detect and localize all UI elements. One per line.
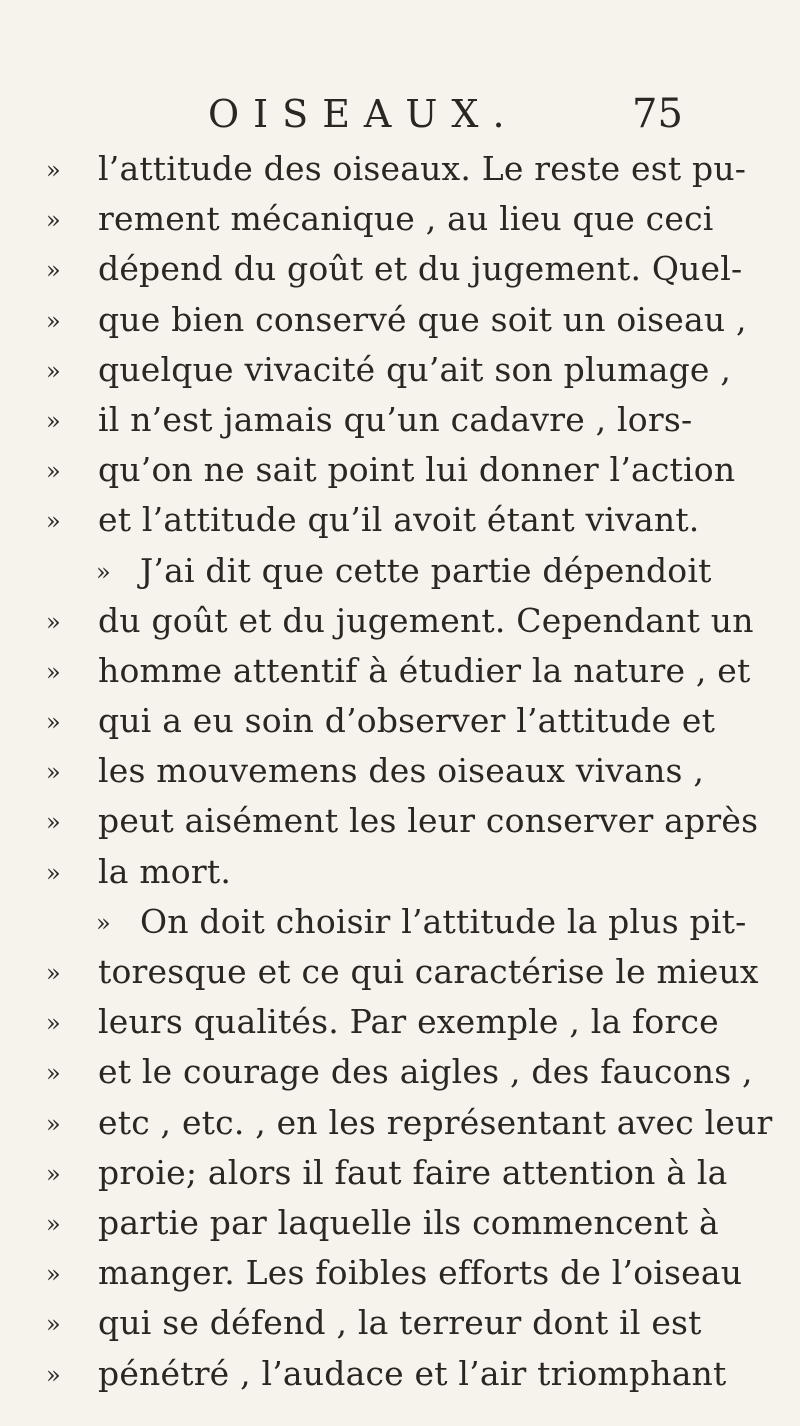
quote-mark: » xyxy=(46,607,61,636)
quote-mark: » xyxy=(46,959,61,987)
text-line xyxy=(0,1148,800,1198)
line-text: qui se défend , la terreur dont il est xyxy=(98,1303,702,1343)
line-text: J’ai dit que cette partie dépendoit xyxy=(140,550,712,590)
line-text: et le courage des aigles , des faucons , xyxy=(98,1052,753,1092)
line-text: On doit choisir l’attitude la plus pit- xyxy=(140,901,747,941)
quote-mark: » xyxy=(46,1109,61,1138)
text-line xyxy=(0,1248,800,1298)
line-text: proie; alors il faut faire attention à la xyxy=(98,1152,728,1192)
quote-mark: » xyxy=(46,306,61,335)
text-line xyxy=(0,1047,800,1097)
line-text: quelque vivacité qu’ait son plumage , xyxy=(98,349,732,389)
text-line xyxy=(0,847,800,897)
quote-mark: » xyxy=(46,457,61,486)
line-text: qui a eu soin d’observer l’attitude et xyxy=(98,701,716,741)
quote-mark: » xyxy=(46,356,61,385)
quote-mark: » xyxy=(46,206,61,235)
line-text: peut aisément les leur conserver après xyxy=(98,801,759,841)
quote-mark: » xyxy=(46,1209,61,1238)
quote-mark: » xyxy=(46,1059,61,1088)
quote-mark: » xyxy=(46,1310,61,1339)
text-line-paragraph-start xyxy=(0,897,800,947)
line-text: homme attentif à étudier la nature , et xyxy=(98,650,751,690)
line-text: manger. Les foibles efforts de l’oiseau xyxy=(98,1253,743,1293)
line-text: qu’on ne sait point lui donner l’action xyxy=(98,450,736,490)
line-text: dépend du goût et du jugement. Quel- xyxy=(98,249,743,289)
line-text: les mouvemens des oiseaux vivans , xyxy=(98,751,705,791)
line-text: partie par laquelle ils commencent à xyxy=(98,1202,719,1242)
quote-mark: » xyxy=(46,1159,61,1188)
text-line xyxy=(0,947,800,997)
text-line xyxy=(0,596,800,646)
quote-mark: » xyxy=(46,1260,61,1289)
quote-mark: » xyxy=(46,657,61,686)
text-line xyxy=(0,1198,800,1248)
line-text: et l’attitude qu’il avoit étant vivant. xyxy=(98,500,700,540)
quote-mark: » xyxy=(46,256,61,285)
line-text: du goût et du jugement. Cependant un xyxy=(98,600,754,640)
text-line xyxy=(0,395,800,445)
text-line xyxy=(0,244,800,294)
text-line xyxy=(0,495,800,545)
page-header xyxy=(0,90,800,140)
quote-mark: » xyxy=(46,808,61,837)
running-title: OISEAUX. xyxy=(208,92,519,136)
quote-mark: » xyxy=(46,758,61,787)
text-line xyxy=(0,1349,800,1399)
quote-mark: » xyxy=(46,708,61,737)
text-line xyxy=(0,646,800,696)
text-line xyxy=(0,796,800,846)
line-text: toresque et ce qui caractérise le mieux xyxy=(98,952,759,991)
quote-mark: » xyxy=(96,557,111,586)
text-line-paragraph-start xyxy=(0,546,800,596)
text-line xyxy=(0,746,800,796)
text-line xyxy=(0,295,800,345)
line-text: leurs qualités. Par exemple , la force xyxy=(98,1002,719,1042)
line-text: que bien conservé que soit un oiseau , xyxy=(98,299,747,339)
text-line xyxy=(0,445,800,495)
quote-mark: » xyxy=(96,908,111,937)
text-line xyxy=(0,1098,800,1148)
quote-mark: » xyxy=(46,156,61,184)
page-number: 75 xyxy=(632,91,683,137)
text-line xyxy=(0,144,800,194)
line-text: la mort. xyxy=(98,851,232,891)
body-text xyxy=(0,144,800,1399)
quote-mark: » xyxy=(46,858,61,887)
quote-mark: » xyxy=(46,1009,61,1038)
line-text: pénétré , l’audace et l’air triomphant xyxy=(98,1353,727,1393)
line-text: il n’est jamais qu’un cadavre , lors- xyxy=(98,399,693,439)
quote-mark: » xyxy=(46,1360,61,1389)
line-text: etc , etc. , en les représentant avec leur xyxy=(98,1102,773,1142)
text-line xyxy=(0,345,800,395)
text-line xyxy=(0,696,800,746)
line-text: l’attitude des oiseaux. Le reste est pu- xyxy=(98,149,747,188)
text-line xyxy=(0,1298,800,1348)
quote-mark: » xyxy=(46,406,61,435)
text-line xyxy=(0,194,800,244)
line-text: rement mécanique , au lieu que ceci xyxy=(98,199,714,239)
text-line xyxy=(0,997,800,1047)
quote-mark: » xyxy=(46,507,61,536)
